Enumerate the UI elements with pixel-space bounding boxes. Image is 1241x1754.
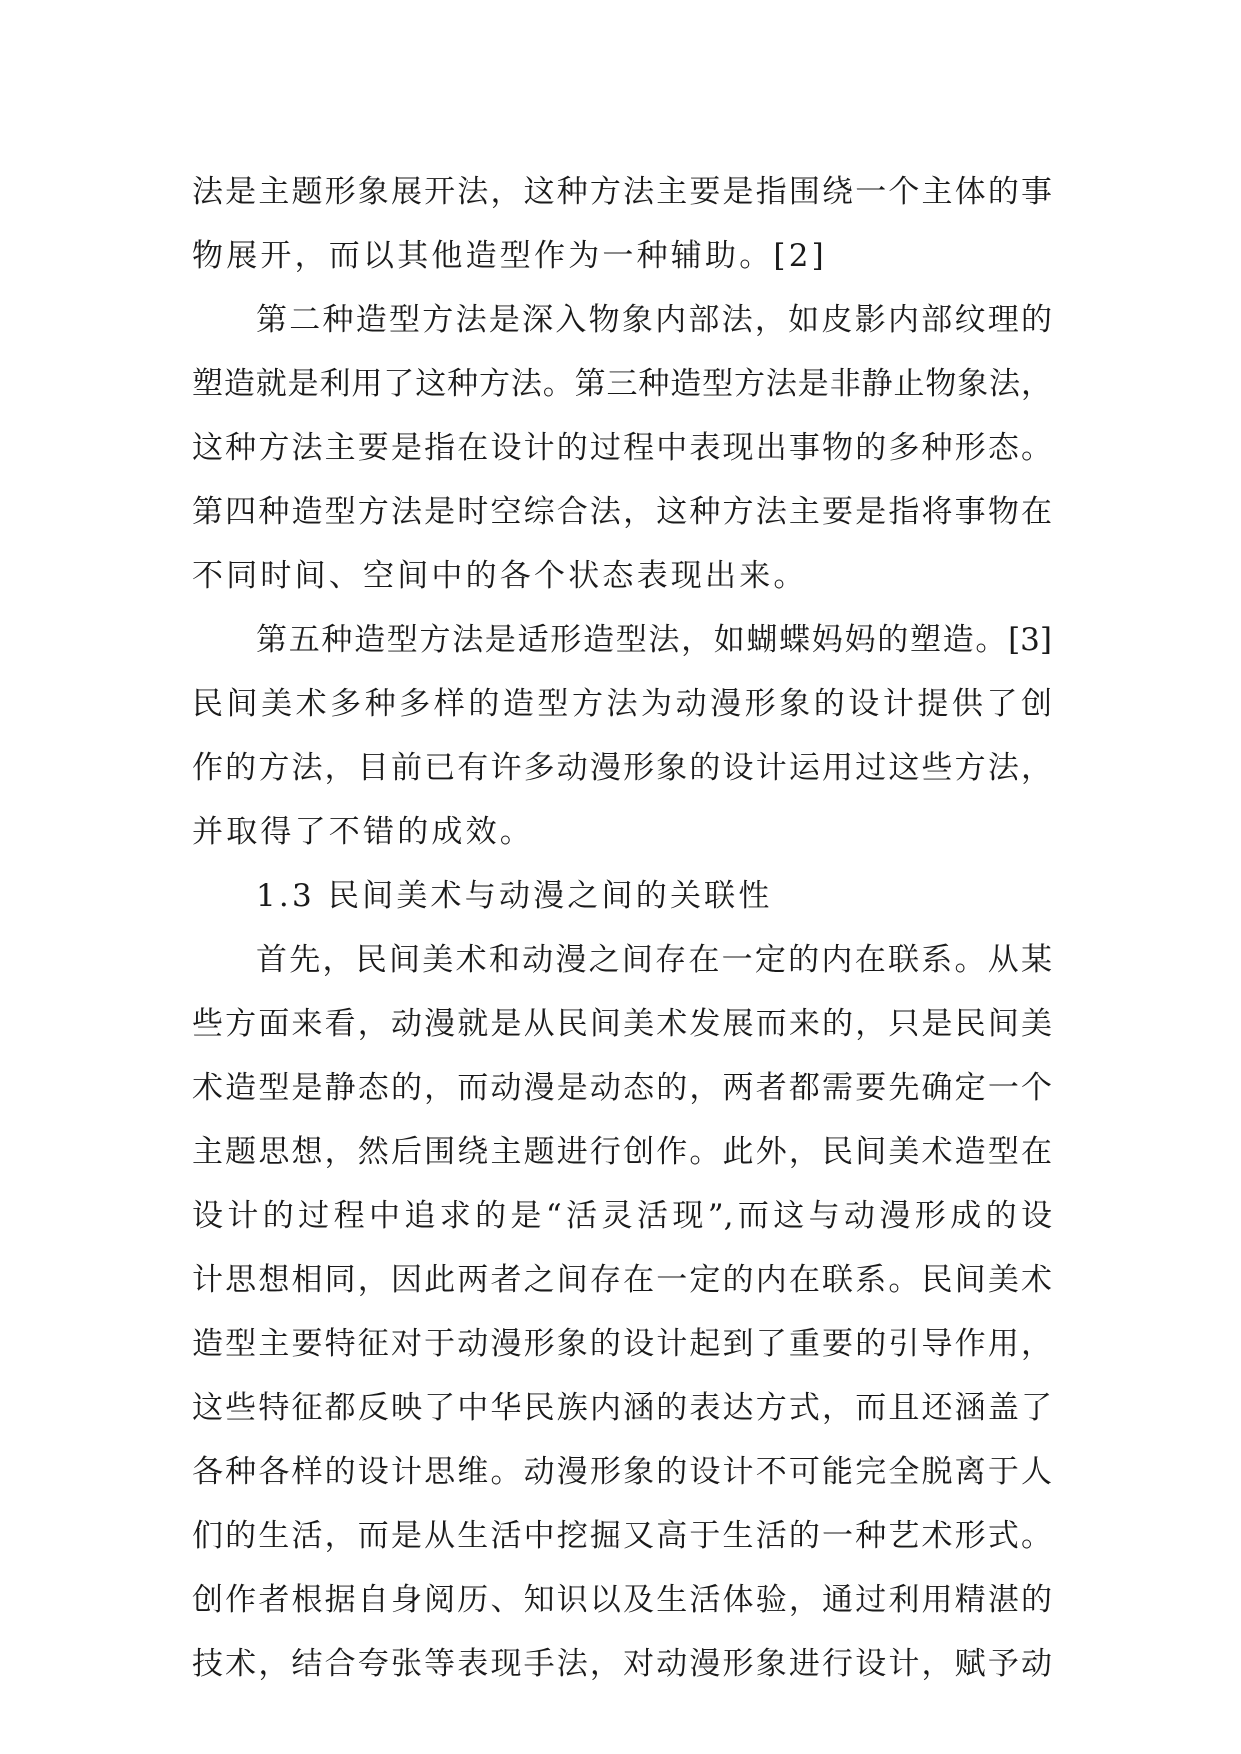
- text-line: 术造型是静态的，而动漫是动态的，两者都需要先确定一个: [192, 1070, 1052, 1106]
- text-line: 主题思想，然后围绕主题进行创作。此外，民间美术造型在: [192, 1134, 1052, 1170]
- text-line: 各种各样的设计思维。动漫形象的设计不可能完全脱离于人: [192, 1454, 1052, 1490]
- paragraph-start-line: 首先，民间美术和动漫之间存在一定的内在联系。从某: [256, 942, 1052, 978]
- text-line: 民间美术多种多样的造型方法为动漫形象的设计提供了创: [192, 686, 1052, 722]
- text-line: 并取得了不错的成效。: [192, 814, 534, 850]
- paragraph-start-line: 第五种造型方法是适形造型法，如蝴蝶妈妈的塑造。[3]: [256, 622, 1052, 658]
- text-line: 些方面来看，动漫就是从民间美术发展而来的，只是民间美: [192, 1006, 1052, 1042]
- text-line: 第四种造型方法是时空综合法，这种方法主要是指将事物在: [192, 494, 1052, 530]
- text-line: 设计的过程中追求的是“活灵活现”,而这与动漫形成的设: [192, 1198, 1052, 1234]
- text-line: 这种方法主要是指在设计的过程中表现出事物的多种形态。: [192, 430, 1052, 466]
- text-line: 不同时间、空间中的各个状态表现出来。: [192, 558, 808, 594]
- text-line: 这些特征都反映了中华民族内涵的表达方式，而且还涵盖了: [192, 1390, 1052, 1426]
- text-line: 作的方法，目前已有许多动漫形象的设计运用过这些方法，: [192, 750, 1052, 786]
- text-line: 塑造就是利用了这种方法。第三种造型方法是非静止物象法，: [192, 366, 1052, 402]
- text-line: 们的生活，而是从生活中挖掘又高于生活的一种艺术形式。: [192, 1518, 1052, 1554]
- text-line: 物展开，而以其他造型作为一种辅助。[2]: [192, 238, 827, 274]
- paragraph-start-line: 第二种造型方法是深入物象内部法，如皮影内部纹理的: [256, 302, 1052, 338]
- text-line: 创作者根据自身阅历、知识以及生活体验，通过利用精湛的: [192, 1582, 1052, 1618]
- section-heading: 1.3 民间美术与动漫之间的关联性: [256, 878, 773, 914]
- document-body: [192, 160, 1052, 1696]
- text-line: 法是主题形象展开法，这种方法主要是指围绕一个主体的事: [192, 174, 1052, 210]
- text-line: 计思想相同，因此两者之间存在一定的内在联系。民间美术: [192, 1262, 1052, 1298]
- text-line: 造型主要特征对于动漫形象的设计起到了重要的引导作用，: [192, 1326, 1052, 1362]
- text-line: 技术，结合夸张等表现手法，对动漫形象进行设计，赋予动: [192, 1646, 1052, 1682]
